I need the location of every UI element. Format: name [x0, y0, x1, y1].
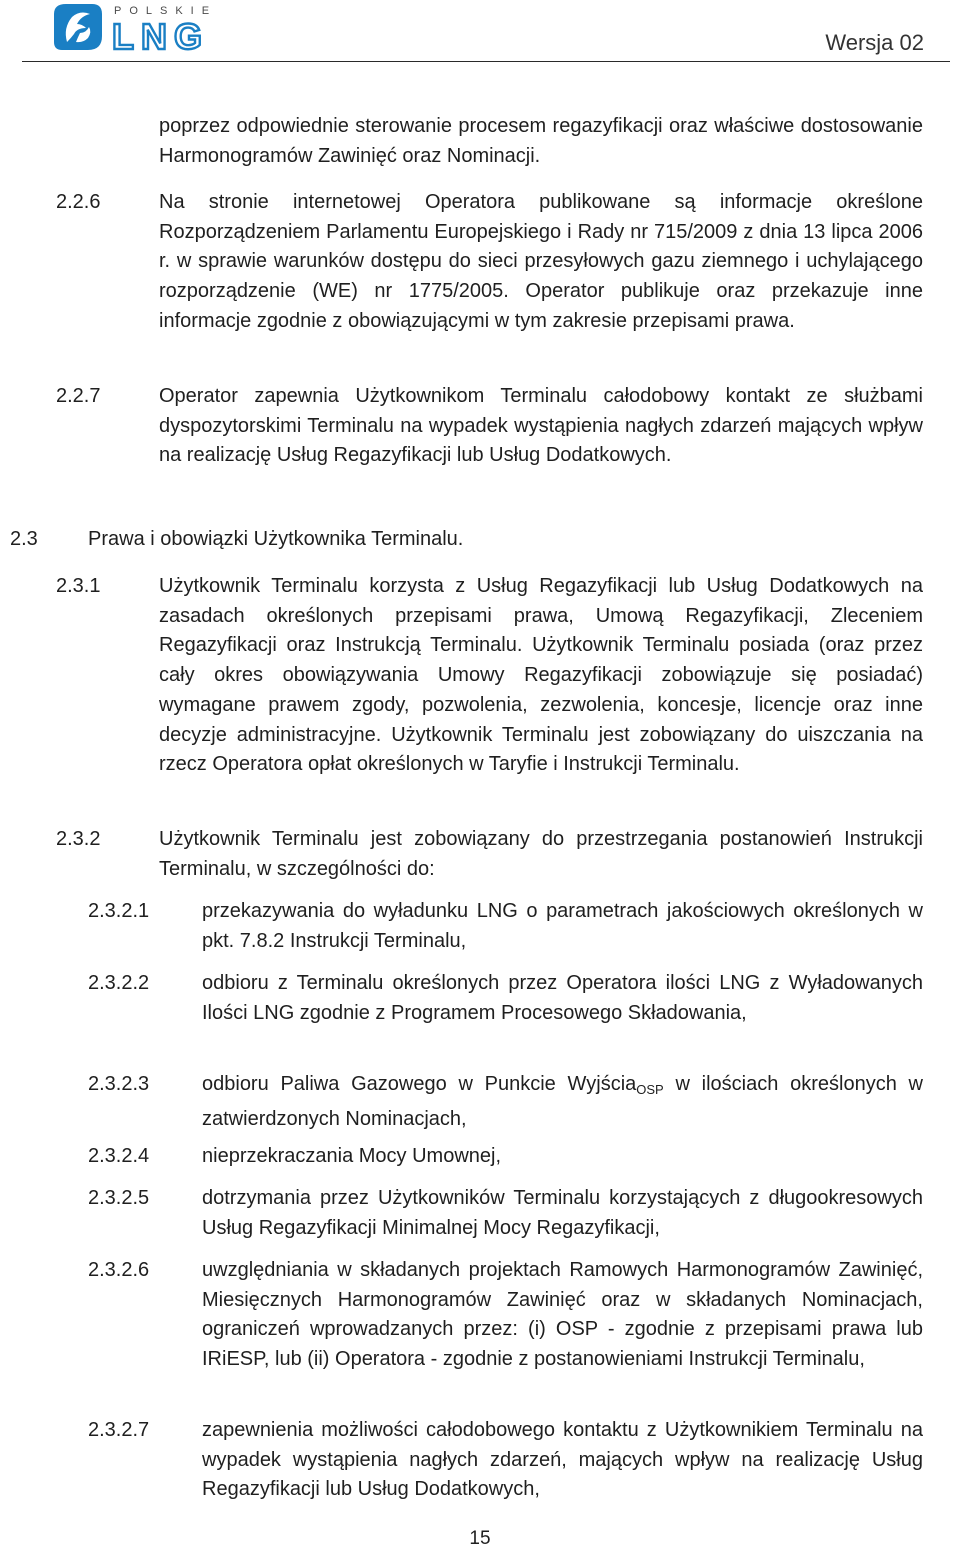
- paragraph-2-3-2-6: uwzględniania w składanych projektach Ramowych Harmonogramów Zawinięć, Miesięcznych Harmonogramów Zawinięć oraz w składanych Nominacjach, ograniczeń wprowadzanych przez: (i) OSP - zgodnie z przepisami prawa lub IRiESP, lub (ii) Operatora - zgodnie z postanowieniami Instrukcji Terminalu,: [202, 1259, 923, 1371]
- section-number-2-3-2: 2.3.2: [56, 828, 101, 850]
- section-number-2-2-6: 2.2.6: [56, 191, 101, 213]
- paragraph-2-3-2-3: [202, 1070, 923, 1134]
- logo-text-main: LNG: [112, 16, 209, 56]
- section-number-2-3-2-6: 2.3.2.6: [88, 1259, 150, 1281]
- page-header: [0, 0, 960, 62]
- paragraph-2-3-2-3-text-a: odbioru Paliwa Gazowego w Punkcie Wyjścia: [202, 1073, 637, 1095]
- polskie-lng-logo: [52, 2, 252, 56]
- paragraph-2-3-2-7: zapewnienia możliwości całodobowego kontaktu z Użytkownikiem Terminalu na wypadek wystąpienia nagłych zdarzeń, mających wpływ na realizację Usług Regazyfikacji lub Usług Dodatkowych,: [202, 1419, 923, 1501]
- logo-emblem-icon: [54, 4, 102, 50]
- page-number: 15: [469, 1528, 491, 1549]
- paragraph-2-2-6: Na stronie internetowej Operatora publikowane są informacje określone Rozporządzeniem Parlamentu Europejskiego i Rady nr 715/2009 z dnia 13 lipca 2006 r. w sprawie warunków dostępu do sieci przesyłowych gazu ziemnego i uchylającego rozporządzenie (WE) nr 1775/2005. Operator publikuje oraz przekazuje inne informacje zgodnie z obowiązującymi w tym zakresie przepisami prawa.: [159, 191, 923, 332]
- document-version: Wersja 02: [825, 30, 924, 55]
- paragraph-2-2-7: Operator zapewnia Użytkownikom Terminalu całodobowy kontakt ze służbami dyspozytorskimi Terminalu na wypadek wystąpienia nagłych zdarzeń mających wpływ na realizację Usług Regazyfikacji lub Usług Dodatkowych.: [159, 385, 923, 467]
- section-number-2-3: 2.3: [10, 528, 38, 550]
- section-number-2-3-2-2: 2.3.2.2: [88, 972, 150, 994]
- paragraph-2-3-1: Użytkownik Terminalu korzysta z Usług Regazyfikacji lub Usług Dodatkowych na zasadach określonych przepisami prawa, Umową Regazyfikacji, Zleceniem Regazyfikacji oraz Instrukcją Terminalu. Użytkownik Terminalu posiada (oraz przez cały okres obowiązywania Umowy Regazyfikacji zobowiązuje się posiadać) wymagane prawem zgody, pozwolenia, zezwolenia, koncesje, licencje oraz inne decyzje administracyjne. Użytkownik Terminalu jest zobowiązany do uiszczania na rzecz Operatora opłat określonych w Taryfie i Instrukcji Terminalu.: [159, 575, 923, 776]
- section-number-2-2-7: 2.2.7: [56, 385, 101, 407]
- section-number-2-3-2-7: 2.3.2.7: [88, 1419, 150, 1441]
- section-number-2-3-2-5: 2.3.2.5: [88, 1187, 150, 1209]
- paragraph-2-3-2-1: przekazywania do wyładunku LNG o parametrach jakościowych określonych w pkt. 7.8.2 Instrukcji Terminalu,: [202, 900, 923, 952]
- section-number-2-3-2-4: 2.3.2.4: [88, 1145, 150, 1167]
- section-number-2-3-1: 2.3.1: [56, 575, 101, 597]
- paragraph-2-3-2-2: odbioru z Terminalu określonych przez Operatora ilości LNG z Wyładowanych Ilości LNG zgodnie z Programem Procesowego Składowania,: [202, 972, 923, 1024]
- section-number-2-3-2-3: 2.3.2.3: [88, 1073, 150, 1095]
- paragraph-2-3-2-5: dotrzymania przez Użytkowników Terminalu korzystających z długookresowych Usług Regazyfikacji Minimalnej Mocy Regazyfikacji,: [202, 1187, 923, 1239]
- paragraph-intro: poprzez odpowiednie sterowanie procesem regazyfikacji oraz właściwe dostosowanie Harmonogramów Zawinięć oraz Nominacji.: [159, 115, 923, 167]
- paragraph-2-3-2-3-text-b: w ilościach określonych w zatwierdzonych Nominacjach,: [202, 1073, 924, 1130]
- paragraph-2-3-2-4: nieprzekraczania Mocy Umownej,: [202, 1145, 502, 1167]
- header-divider: [22, 61, 950, 62]
- logo-text-top: POLSKIE: [114, 5, 218, 17]
- paragraph-2-3-2-3-subscript: OSP: [636, 1082, 664, 1097]
- section-number-2-3-2-1: 2.3.2.1: [88, 900, 150, 922]
- section-heading-2-3: Prawa i obowiązki Użytkownika Terminalu.: [88, 528, 464, 550]
- paragraph-2-3-2: Użytkownik Terminalu jest zobowiązany do przestrzegania postanowień Instrukcji Terminalu, w szczególności do:: [159, 828, 923, 880]
